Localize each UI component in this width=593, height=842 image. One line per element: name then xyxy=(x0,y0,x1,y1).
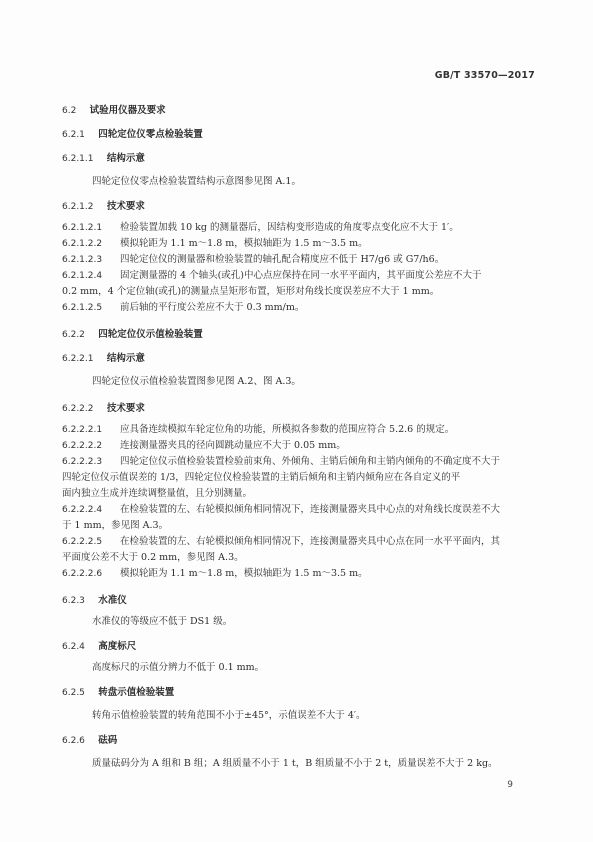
heading-6-2-1-1 xyxy=(62,152,531,166)
clause-number: 6.2.1.2.2 xyxy=(62,239,103,249)
clause-6-2-2-2-2 xyxy=(62,438,532,454)
heading-6-2 xyxy=(62,104,531,118)
clause-number: 6.2.2.2.6 xyxy=(62,569,103,579)
section-number: 6.2.3 xyxy=(62,596,85,606)
clause-text-continued: 平面度公差不大于 0.2 mm，参见图 A.3。 xyxy=(62,552,244,563)
section-title: 高度标尺 xyxy=(98,641,137,652)
section-number: 6.2.2 xyxy=(62,330,85,340)
clause-text: 在检验装置的左、右轮模拟倾角相同情况下，连接测量器夹具中心点在同一水平平面内，其 xyxy=(120,536,501,547)
section-title: 四轮定位仪零点检验装置 xyxy=(98,129,203,140)
heading-6-2-3 xyxy=(62,594,531,608)
clause-number: 6.2.1.2.5 xyxy=(62,303,103,313)
paragraph-6-2-6: 质量砝码分为 A 组和 B 组；A 组质量不小于 1 t，B 组质量不小于 2 t，质量误差不大于 2 kg。 xyxy=(92,758,498,769)
section-number: 6.2.4 xyxy=(62,642,85,652)
clause-number: 6.2.1.2.1 xyxy=(62,223,103,233)
section-title: 结构示意 xyxy=(106,353,145,364)
clause-6-2-2-2-5 xyxy=(62,534,532,566)
clause-number: 6.2.2.2.2 xyxy=(62,441,103,451)
standard-code: GB/T 33570—2017 xyxy=(434,70,535,81)
heading-6-2-1 xyxy=(62,128,531,142)
section-title: 四轮定位仪示值检验装置 xyxy=(98,329,203,340)
clause-number: 6.2.2.2.5 xyxy=(62,537,103,547)
section-number: 6.2.2.2 xyxy=(62,404,94,414)
paragraph-6-2-2-1: 四轮定位仪示值检验装置图参见图 A.2、图 A.3。 xyxy=(92,376,301,387)
heading-6-2-2-2 xyxy=(62,402,531,416)
clause-text: 四轮定位仪示值检验装置检验前束角、外倾角、主销后倾角和主销内倾角的不确定度不大于 xyxy=(120,456,501,467)
section-number: 6.2 xyxy=(62,106,77,116)
clause-text: 连接测量器夹具的径向圆跳动量应不大于 0.05 mm。 xyxy=(120,440,346,451)
clause-number: 6.2.1.2.3 xyxy=(62,255,103,265)
heading-6-2-2-1 xyxy=(62,352,531,366)
heading-6-2-2 xyxy=(62,328,531,342)
heading-6-2-5 xyxy=(62,686,531,700)
clause-text-continued: 0.2 mm，4 个定位轴(或孔)的测量点呈矩形布置，矩形对角线长度误差应不大于 1 mm。 xyxy=(62,286,440,297)
clause-text: 固定测量器的 4 个轴头(或孔)中心点应保持在同一水平平面内，其平面度公差应不大于 xyxy=(120,270,482,281)
clause-6-2-2-2-6 xyxy=(62,566,532,582)
paragraph-6-2-5: 转角示值检验装置的转角范围不小于±45°，示值误差不大于 4′。 xyxy=(92,710,366,721)
clause-text: 模拟轮距为 1.1 m～1.8 m，模拟轴距为 1.5 m～3.5 m。 xyxy=(120,568,368,579)
section-title: 技术要求 xyxy=(106,201,145,212)
clause-text: 模拟轮距为 1.1 m～1.8 m，模拟轴距为 1.5 m～3.5 m。 xyxy=(120,238,368,249)
heading-6-2-4 xyxy=(62,640,531,654)
section-number: 6.2.1 xyxy=(62,130,85,140)
clause-text: 检验装置加载 10 kg 的测量器后，因结构变形造成的角度零点变化应不大于 1′。 xyxy=(120,222,459,233)
clause-6-2-2-2-4 xyxy=(62,502,532,534)
clause-6-2-1-2-5 xyxy=(62,300,532,316)
paragraph-6-2-1-1: 四轮定位仪零点检验装置结构示意图参见图 A.1。 xyxy=(92,176,301,187)
section-number: 6.2.2.1 xyxy=(62,354,94,364)
clause-6-2-1-2-4 xyxy=(62,268,532,300)
clause-text-continued: 面内独立生成并连续调整量值，且分别测量。 xyxy=(62,488,253,499)
clause-text: 四轮定位仪的测量器和检验装置的轴孔配合精度应不低于 H7/g6 或 G7/h6。 xyxy=(120,254,445,265)
clause-6-2-1-2-3 xyxy=(62,252,532,268)
clause-number: 6.2.2.2.1 xyxy=(62,425,103,435)
clause-text: 在检验装置的左、右轮模拟倾角相同情况下，连接测量器夹具中心点的对角线长度误差不大 xyxy=(120,504,501,515)
section-number: 6.2.1.1 xyxy=(62,154,94,164)
clause-text: 应具备连续模拟车轮定位角的功能，所模拟各参数的范围应符合 5.2.6 的规定。 xyxy=(120,424,455,435)
heading-6-2-6 xyxy=(62,734,531,748)
clause-text-continued: 于 1 mm，参见图 A.3。 xyxy=(62,520,169,531)
section-title: 试验用仪器及要求 xyxy=(89,105,166,116)
clause-6-2-2-2-3 xyxy=(62,454,532,502)
clause-text: 前后轴的平行度公差应不大于 0.3 mm/m。 xyxy=(120,302,305,313)
clause-6-2-2-2-1 xyxy=(62,422,532,438)
paragraph-6-2-3: 水准仪的等级应不低于 DS1 级。 xyxy=(92,616,233,627)
section-title: 转盘示值检验装置 xyxy=(98,687,175,698)
section-number: 6.2.1.2 xyxy=(62,202,94,212)
clause-number: 6.2.2.2.4 xyxy=(62,505,103,515)
section-title: 结构示意 xyxy=(106,153,145,164)
paragraph-6-2-4: 高度标尺的示值分辨力不低于 0.1 mm。 xyxy=(92,662,265,673)
clause-6-2-1-2-1 xyxy=(62,220,532,236)
section-title: 砝码 xyxy=(98,735,118,746)
heading-6-2-1-2 xyxy=(62,200,531,214)
section-title: 水准仪 xyxy=(98,595,127,606)
section-number: 6.2.6 xyxy=(62,736,85,746)
clause-number: 6.2.2.2.3 xyxy=(62,457,103,467)
page-number: 9 xyxy=(507,780,513,790)
section-number: 6.2.5 xyxy=(62,688,85,698)
clause-number: 6.2.1.2.4 xyxy=(62,271,103,281)
section-title: 技术要求 xyxy=(106,403,145,414)
clause-text-continued: 四轮定位仪示值误差的 1/3，四轮定位仪检验装置的主销后倾角和主销内倾角应在各自定义的平 xyxy=(62,472,461,483)
clause-6-2-1-2-2 xyxy=(62,236,532,252)
